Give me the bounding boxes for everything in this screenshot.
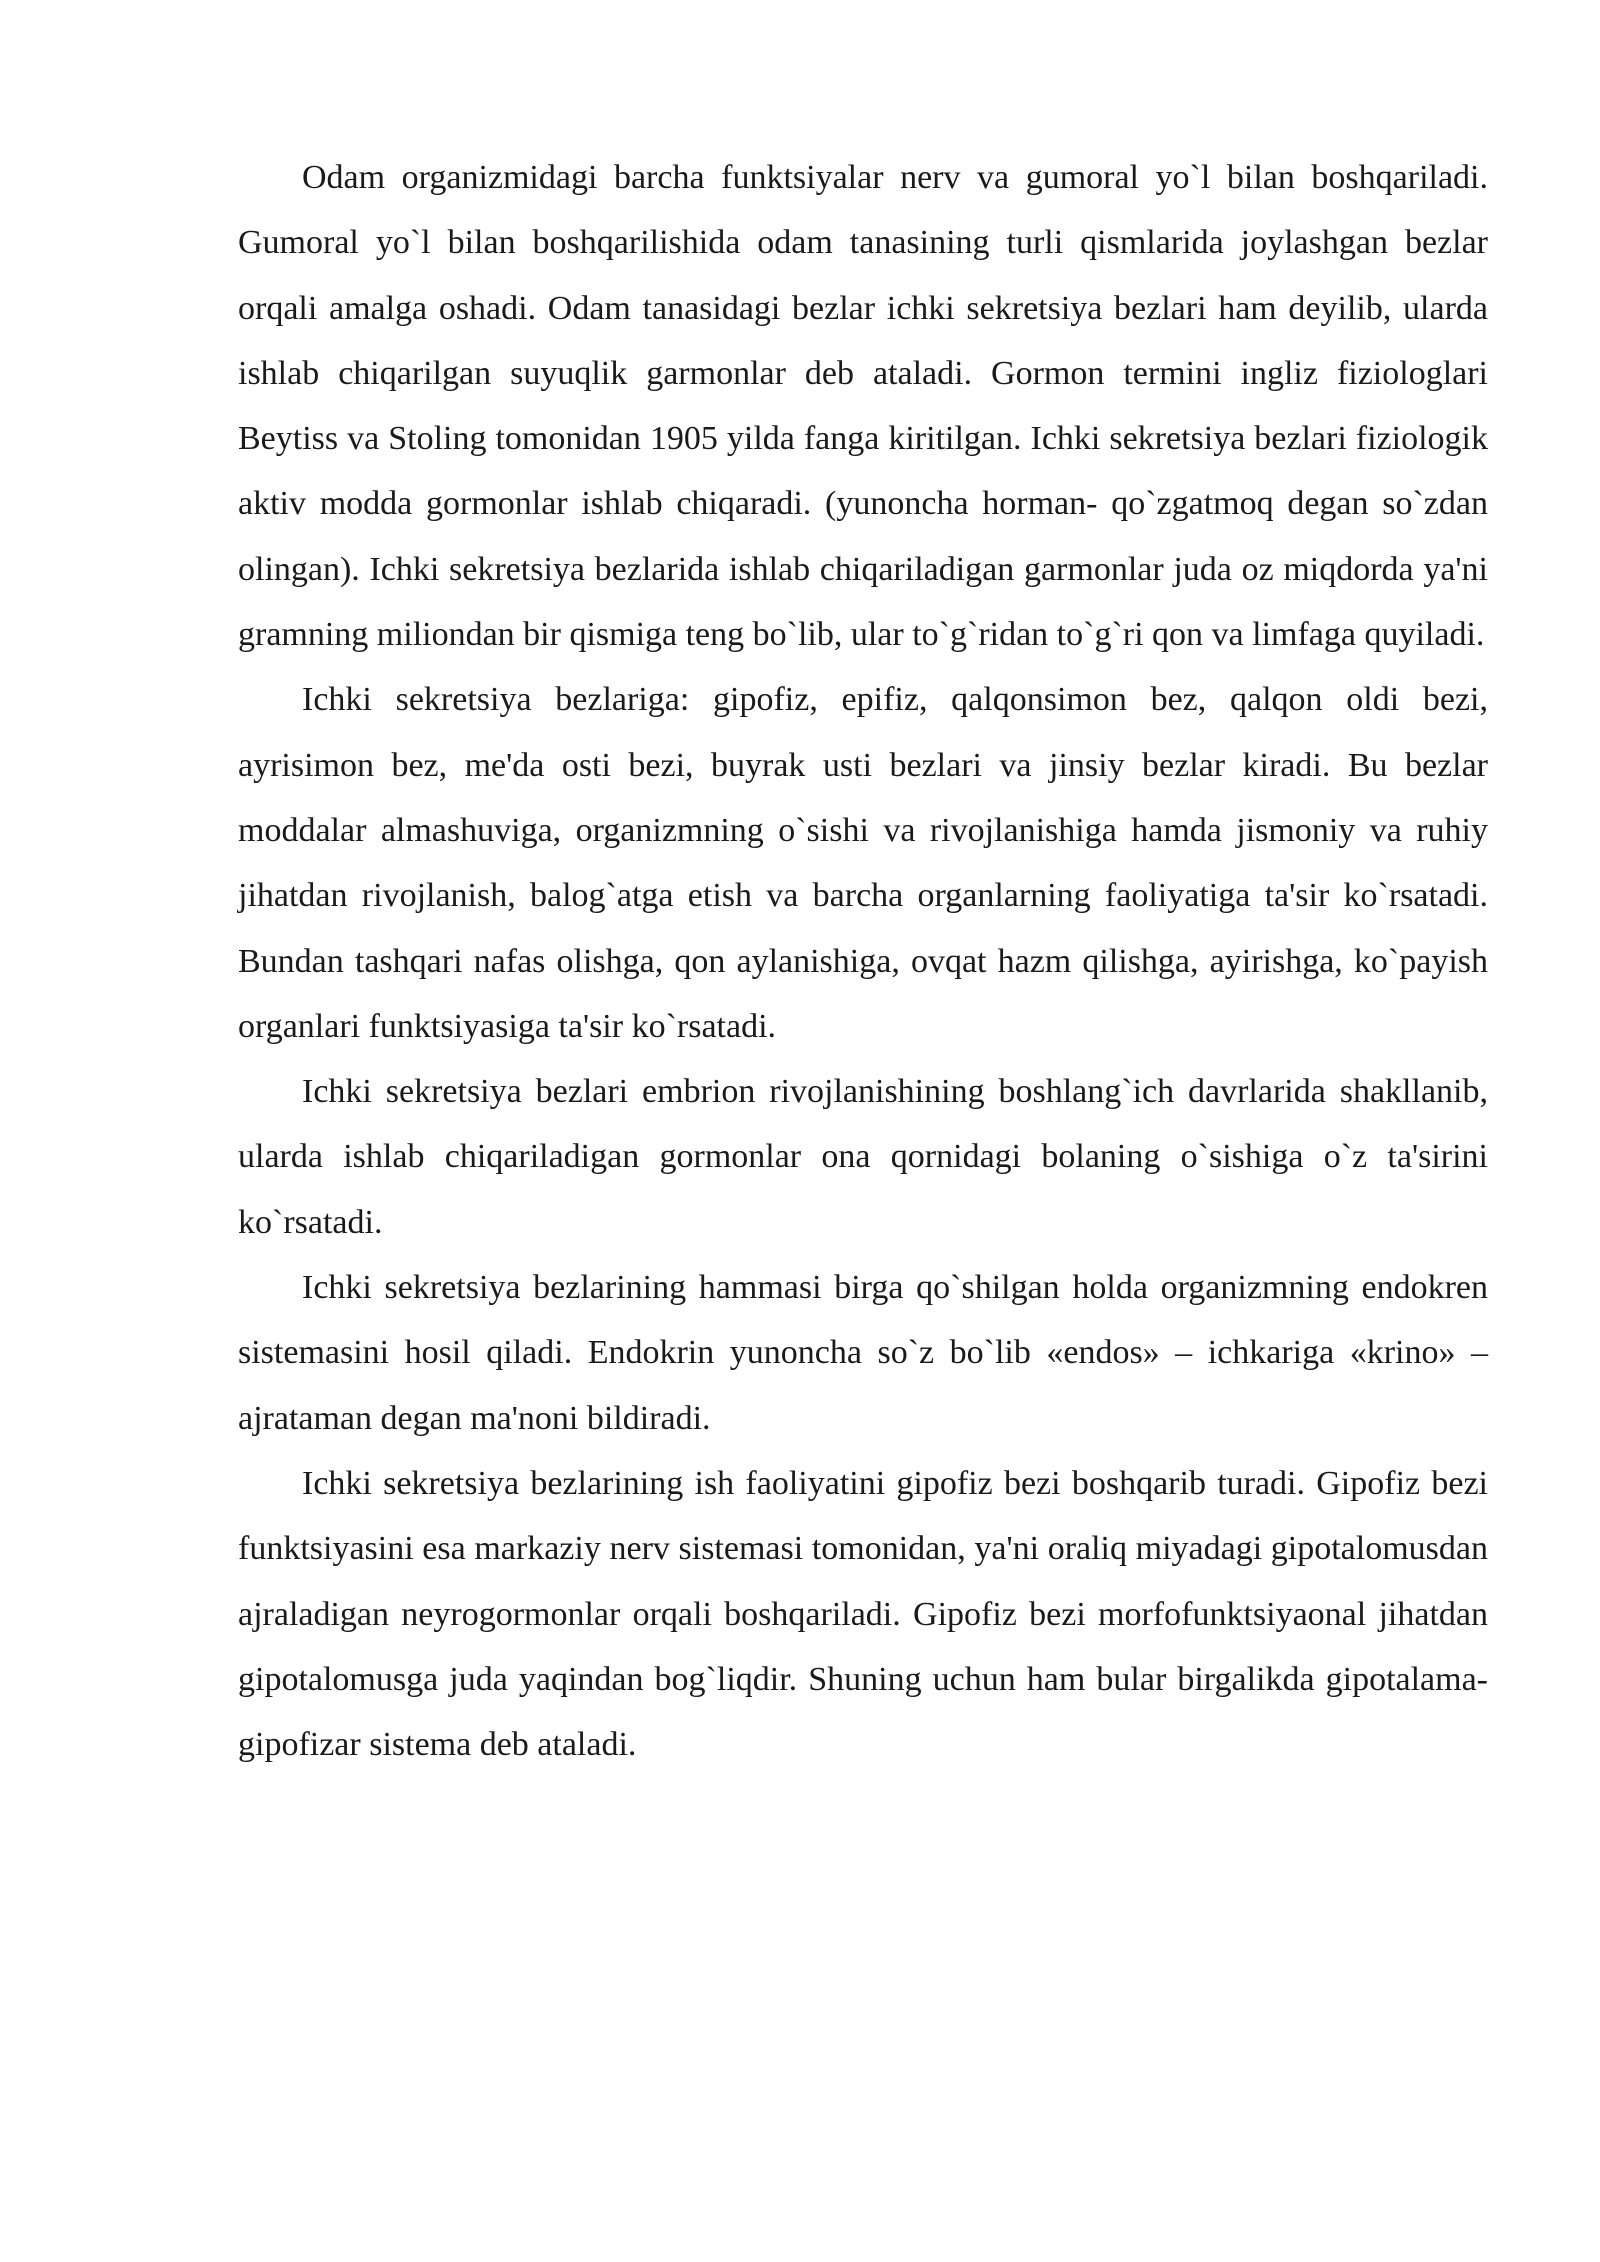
paragraph-5: Ichki sekretsiya bezlarining ish faoliyatini gipofiz bezi boshqarib turadi. Gipofiz bezi funktsiyasini esa markaziy nerv sistemasi tomonidan, ya'ni oraliq miyadagi gipotalomusdan ajraladigan neyrogormonlar orqali boshqariladi. Gipofiz bezi morfofunktsiyaonal jihatdan gipotalomusga juda yaqindan bog`liqdir. Shuning uchun ham bular birgalikda gipotalama-gipofizar sistema deb ataladi. bbox=[238, 1464, 1488, 1764]
paragraph-4: Ichki sekretsiya bezlarining hammasi birga qo`shilgan holda organizmning endokren sistemasini hosil qiladi. Endokrin yunoncha so`z bo`lib «endos» – ichkariga «krino» –ajrataman degan ma'noni bildiradi. bbox=[238, 1269, 1488, 1437]
paragraph-3: Ichki sekretsiya bezlari embrion rivojlanishining boshlang`ich davrlarida shakllanib, ularda ishlab chiqariladigan gormonlar ona qornidagi bolaning o`sishiga o`z ta'sirini ko`rsatadi. bbox=[238, 1073, 1488, 1241]
paragraph-1: Odam organizmidagi barcha funktsiyalar nerv va gumoral yo`l bilan boshqariladi. Gumoral yo`l bilan boshqarilishida odam tanasining turli qismlarida joylashgan bezlar orqali amalga oshadi. Odam tanasidagi bezlar ichki sekretsiya bezlari ham deyilib, ularda ishlab chiqarilgan suyuqlik garmonlar deb ataladi. Gormon termini ingliz fiziologlari Beytiss va Stoling tomonidan 1905 yilda fanga kiritilgan. Ichki sekretsiya bezlari fiziologik aktiv modda gormonlar ishlab chiqaradi. (yunoncha horman- qo`zgatmoq degan so`zdan olingan). Ichki sekretsiya bezlarida ishlab chiqariladigan garmonlar juda oz miqdorda ya'ni gramning miliondan bir qismiga teng bo`lib, ular to`g`ridan to`g`ri qon va limfaga quyiladi. bbox=[238, 159, 1488, 654]
paragraph-2: Ichki sekretsiya bezlariga: gipofiz, epifiz, qalqonsimon bez, qalqon oldi bezi, ayrisimon bez, me'da osti bezi, buyrak usti bezlari va jinsiy bezlar kiradi. Bu bezlar moddalar almashuviga, organizmning o`sishi va rivojlanishiga hamda jismoniy va ruhiy jihatdan rivojlanish, balog`atga etish va barcha organlarning faoliyatiga ta'sir ko`rsatadi. Bundan tashqari nafas olishga, qon aylanishiga, ovqat hazm qilishga, ayirishga, ko`payish organlari funktsiyasiga ta'sir ko`rsatadi. bbox=[238, 681, 1488, 1045]
document-body bbox=[238, 145, 1488, 1777]
